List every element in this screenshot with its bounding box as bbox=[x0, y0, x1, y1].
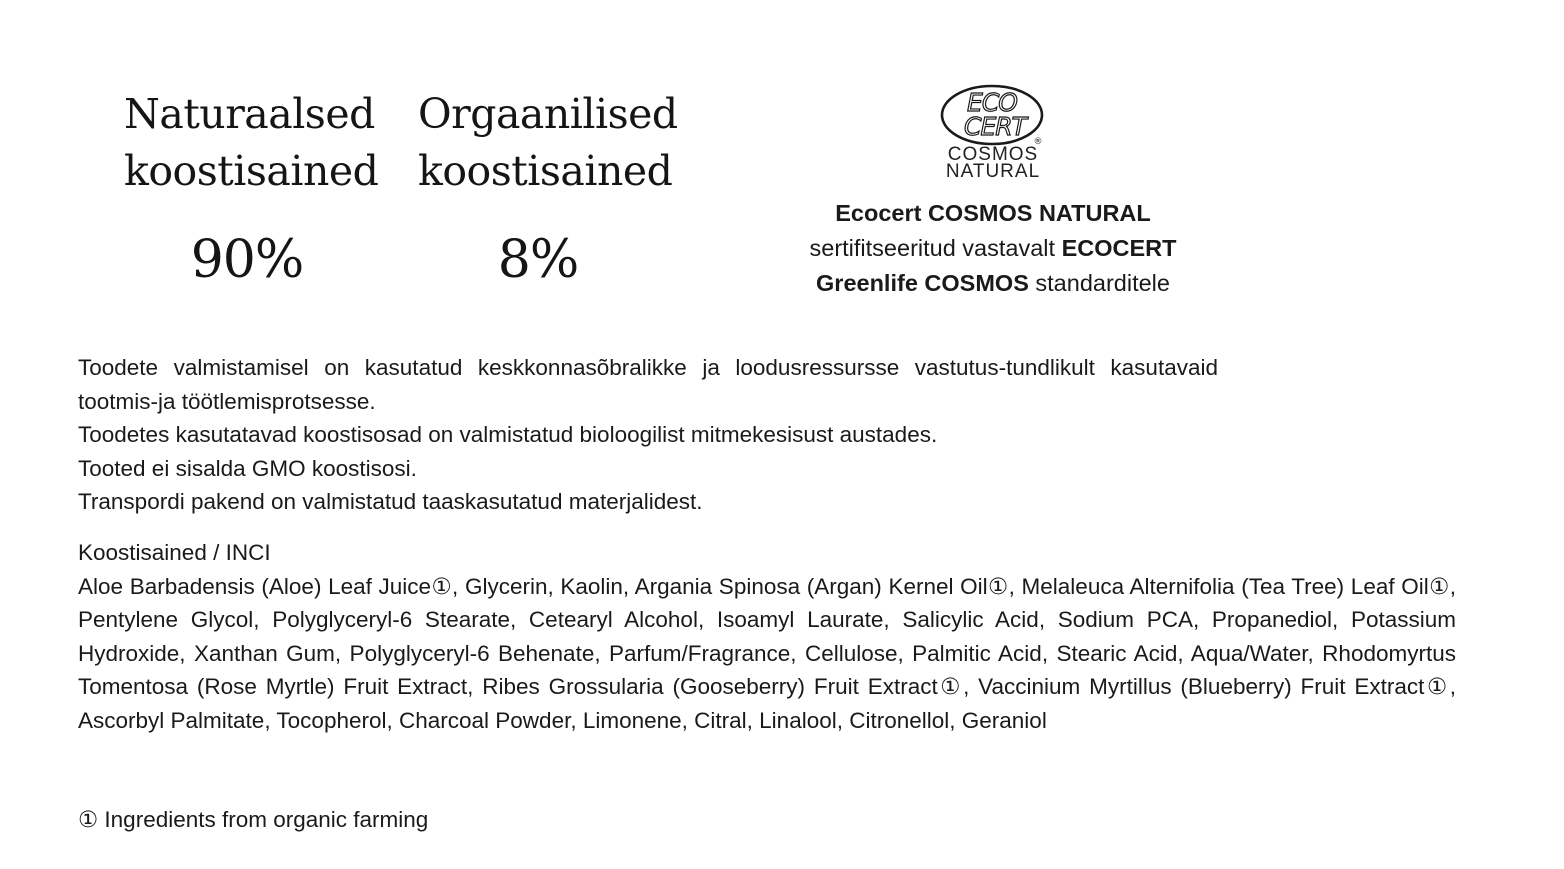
certification-text bbox=[770, 196, 1216, 301]
natural-ingredients-percent: 90% bbox=[190, 230, 304, 290]
organic-ingredients-heading bbox=[418, 86, 678, 200]
certification-block bbox=[770, 84, 1216, 301]
organic-footnote: ① Ingredients from organic farming bbox=[78, 807, 429, 832]
registered-mark: ® bbox=[1033, 137, 1043, 146]
ecocert-cert-text: CERT bbox=[964, 112, 1026, 141]
organic-heading-line2: koostisained bbox=[418, 147, 673, 195]
organic-heading-line1: Orgaanilised bbox=[418, 90, 678, 138]
certification-line3-text: standarditele bbox=[1028, 270, 1170, 296]
natural-heading-line2: koostisained bbox=[124, 147, 379, 195]
ecocert-cosmos-natural-logo bbox=[937, 84, 1049, 180]
certification-line3-bold: Greenlife COSMOS bbox=[816, 270, 1029, 296]
natural-ingredients-heading bbox=[124, 86, 379, 200]
organic-ingredients-stat bbox=[418, 86, 678, 290]
ecocert-oval-icon bbox=[940, 84, 1046, 146]
organic-ingredients-percent: 8% bbox=[497, 230, 579, 290]
natural-ingredients-stat bbox=[124, 86, 379, 290]
ingredients-list: Aloe Barbadensis (Aloe) Leaf Juice①, Glycerin, Kaolin, Argania Spinosa (Argan) Kernel Oil①, Melaleuca Alternifolia (Tea Tree) Leaf Oil①, Pentylene Glycol, Polyglyceryl-6 Stearate, Cetearyl Alcohol, Isoamyl Laurate, Salicylic Acid, Sodium PCA, Propanediol, Potassium Hydroxide, Xanthan Gum, Polyglyceryl-6 Behenate, Parfum/Fragrance, Cellulose, Palmitic Acid, Stearic Acid, Aqua/Water, Rhodomyrtus Tomentosa (Rose Myrtle) Fruit Extract, Ribes Grossularia (Gooseberry) Fruit Extract①, Vaccinium Myrtillus (Blueberry) Fruit Extract①, Ascorbyl Palmitate, Tocopherol, Charcoal Powder, Limonene, Citral, Linalool, Citronellol, Geraniol bbox=[78, 573, 1456, 733]
sustainability-section bbox=[78, 351, 1218, 519]
certification-line2-bold: ECOCERT bbox=[1061, 235, 1177, 261]
sustainability-paragraph-2: Toodetes kasutatavad koostisosad on valmistatud bioloogilist mitmekesisust austades. bbox=[78, 422, 938, 447]
sustainability-paragraph-3: Tooted ei sisalda GMO koostisosi. bbox=[78, 455, 417, 481]
ecocert-eco-text: ECO bbox=[967, 88, 1017, 117]
natural-heading-line1: Naturaalsed bbox=[124, 90, 375, 138]
natural-label: NATURAL bbox=[945, 161, 1041, 182]
sustainability-paragraph-1: Toodete valmistamisel on kasutatud keskkonnasõbralikke ja loodusressursse vastutus-tundlikult kasutavaid tootmis-ja töötlemisprotsesse. bbox=[78, 355, 1218, 414]
cosmos-label: COSMOS bbox=[947, 144, 1039, 165]
certification-line2-text: sertifitseeritud vastavalt bbox=[809, 235, 1062, 261]
certification-title: Ecocert COSMOS NATURAL bbox=[835, 200, 1151, 226]
ingredients-section bbox=[78, 536, 1456, 737]
ingredients-heading: Koostisained / INCI bbox=[78, 540, 271, 565]
sustainability-paragraph-4: Transpordi pakend on valmistatud taaskasutatud materjalidest. bbox=[78, 489, 703, 514]
